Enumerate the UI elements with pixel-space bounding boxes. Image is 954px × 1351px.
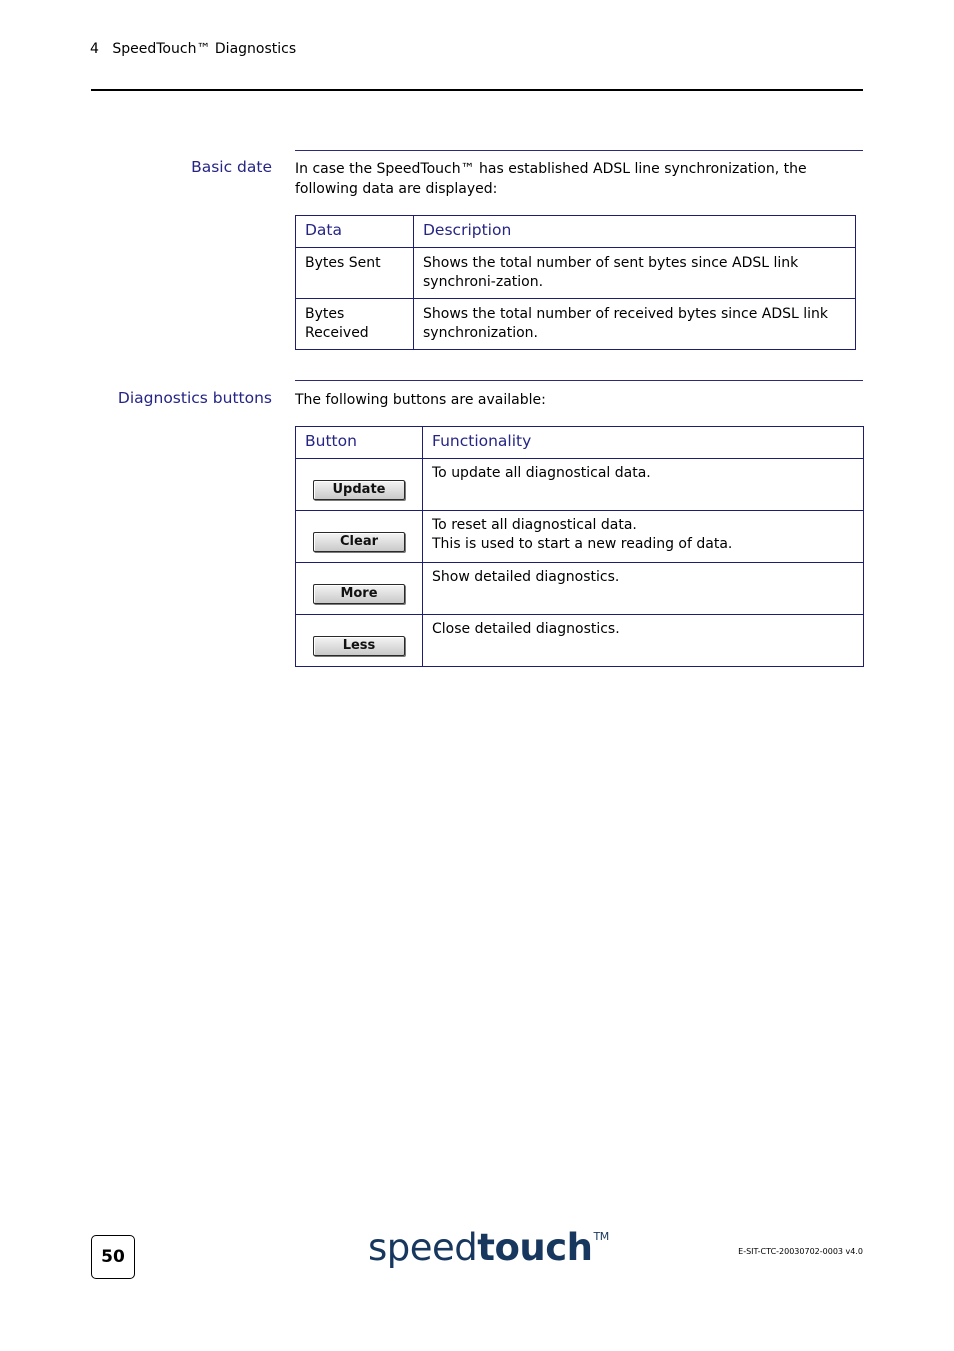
button-cell <box>296 511 423 563</box>
table-row <box>296 563 864 615</box>
document-code: E-SIT-CTC-20030702-0003 v4.0 <box>738 1247 863 1256</box>
diagnostics-buttons-rule <box>295 380 863 381</box>
header-button: Button <box>296 427 423 459</box>
basic-date-heading: Basic date <box>191 158 272 176</box>
running-header <box>90 41 296 57</box>
update-button[interactable]: Update <box>313 480 405 500</box>
functionality-cell <box>423 615 864 667</box>
table-row <box>296 511 864 563</box>
basic-date-rule <box>295 150 863 151</box>
functionality-line: Close detailed diagnostics. <box>432 621 620 637</box>
clear-button[interactable]: Clear <box>313 532 405 552</box>
basic-date-intro: In case the SpeedTouch™ has established ADSL line synchronization, the following data are displayed: <box>295 161 807 197</box>
header-functionality: Functionality <box>423 427 864 459</box>
more-button[interactable]: More <box>313 584 405 604</box>
chapter-title: SpeedTouch™ Diagnostics <box>112 41 297 57</box>
functionality-cell <box>423 459 864 511</box>
cell-data: Bytes Received <box>296 299 414 350</box>
button-cell <box>296 615 423 667</box>
cell-description: Shows the total number of sent bytes since ADSL link synchroni-zation. <box>414 248 856 299</box>
logo-trademark: TM <box>593 1230 609 1243</box>
diagnostics-buttons-table <box>295 426 864 667</box>
functionality-line: Show detailed diagnostics. <box>432 569 620 585</box>
table-row <box>296 615 864 667</box>
table-row <box>296 299 856 350</box>
functionality-line: To update all diagnostical data. <box>432 465 651 481</box>
page-number: 50 <box>91 1235 135 1279</box>
header-data: Data <box>296 216 414 248</box>
speedtouch-logo <box>368 1226 609 1269</box>
button-cell <box>296 459 423 511</box>
button-cell <box>296 563 423 615</box>
functionality-cell <box>423 511 864 563</box>
logo-speed: speed <box>368 1226 478 1269</box>
less-button[interactable]: Less <box>313 636 405 656</box>
table-row <box>296 459 864 511</box>
cell-data: Bytes Sent <box>296 248 414 299</box>
diagnostics-buttons-heading: Diagnostics buttons <box>117 389 272 407</box>
table-header-row <box>296 427 864 459</box>
header-divider <box>91 89 863 91</box>
basic-date-table <box>295 215 856 350</box>
diagnostics-buttons-intro: The following buttons are available: <box>295 392 546 408</box>
table-header-row <box>296 216 856 248</box>
cell-description: Shows the total number of received bytes since ADSL link synchronization. <box>414 299 856 350</box>
chapter-number: 4 <box>90 41 99 57</box>
functionality-line: To reset all diagnostical data. <box>432 517 637 533</box>
table-row <box>296 248 856 299</box>
logo-touch: touch <box>477 1226 593 1269</box>
functionality-line: This is used to start a new reading of data. <box>432 536 733 552</box>
header-description: Description <box>414 216 856 248</box>
functionality-cell <box>423 563 864 615</box>
